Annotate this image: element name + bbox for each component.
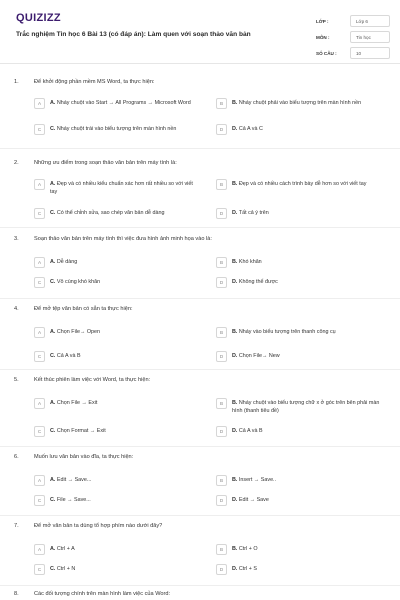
answer-option-c[interactable] (34, 564, 200, 575)
answer-option-b[interactable] (216, 398, 382, 415)
option-prefix: C. (50, 352, 56, 359)
answer-option-a[interactable] (34, 98, 200, 109)
answer-option-c[interactable] (34, 124, 200, 135)
option-letter-box: B (216, 179, 227, 190)
option-label: Khó khăn (238, 258, 262, 265)
answer-option-d[interactable] (216, 495, 382, 506)
answer-option-a[interactable] (34, 544, 200, 555)
answer-option-c[interactable] (34, 351, 200, 362)
option-label: Cả A và B (238, 427, 263, 434)
question-divider (0, 227, 400, 228)
answer-option-d[interactable] (216, 208, 382, 219)
option-label: Nháy chuột phải vào biểu tượng trên màn hình nền (238, 99, 362, 106)
question-text: Soạn thảo văn bản trên máy tính thì việc đưa hình ảnh minh họa vào là: (34, 236, 212, 242)
option-label: Có thể chỉnh sửa, sao chép văn bản dễ dàng (56, 209, 165, 216)
option-prefix: C. (50, 496, 56, 503)
question-divider (0, 585, 400, 586)
option-label: Ctrl + A (56, 545, 75, 552)
option-text (50, 475, 200, 484)
option-text (232, 398, 382, 415)
option-letter-box: B (216, 544, 227, 555)
option-text (50, 351, 200, 360)
option-text (232, 179, 382, 188)
option-prefix: A. (50, 258, 56, 265)
answer-option-d[interactable] (216, 277, 382, 288)
question-divider (0, 446, 400, 447)
answer-option-a[interactable] (34, 257, 200, 268)
answer-option-b[interactable] (216, 257, 382, 268)
option-letter-box: A (34, 98, 45, 109)
option-prefix: C. (50, 427, 56, 434)
answer-option-b[interactable] (216, 98, 382, 109)
option-label: Cả A và B (56, 352, 81, 359)
option-prefix: B. (232, 399, 238, 406)
option-prefix: C. (50, 125, 56, 132)
option-text (232, 327, 382, 336)
option-prefix: B. (232, 328, 238, 335)
option-label: Đẹp và có nhiều cách trình bày dễ hơn so với viết tay (238, 180, 367, 187)
option-label: Không thể được (238, 278, 278, 285)
option-text (232, 277, 382, 286)
option-prefix: A. (50, 328, 56, 335)
option-letter-box: D (216, 351, 227, 362)
option-text (232, 208, 382, 217)
option-prefix: B. (232, 258, 238, 265)
option-prefix: A. (50, 476, 56, 483)
question-text: Các đối tượng chính trên màn hình làm việc của Word: (34, 591, 171, 597)
option-prefix: D. (232, 125, 238, 132)
option-letter-box: A (34, 257, 45, 268)
option-text (50, 277, 200, 286)
question-text: Để mở văn bản ta dùng tổ hợp phím nào dưới đây? (34, 523, 163, 529)
answer-option-b[interactable] (216, 544, 382, 555)
answer-option-b[interactable] (216, 327, 382, 338)
option-letter-box: C (34, 208, 45, 219)
question-line (14, 79, 154, 85)
option-letter-box: A (34, 179, 45, 190)
question-text: Muốn lưu văn bản vào đĩa, ta thực hiện: (34, 454, 134, 460)
option-prefix: B. (232, 99, 238, 106)
question-number: 7. (14, 523, 19, 529)
question-divider (0, 148, 400, 149)
meta-row-subject (316, 30, 390, 44)
option-label: Ctrl + N (56, 565, 76, 572)
option-text (50, 257, 200, 266)
question-line (14, 236, 212, 242)
question-line (14, 160, 177, 166)
option-text (50, 564, 200, 573)
option-letter-box: B (216, 257, 227, 268)
option-label: Nháy chuột vào Start → All Programs → Microsoft Word (56, 99, 191, 106)
answer-option-d[interactable] (216, 564, 382, 575)
option-text (232, 544, 382, 553)
option-text (50, 426, 200, 435)
page-header (0, 0, 400, 64)
option-letter-box: C (34, 564, 45, 575)
page-title: Trắc nghiệm Tin học 6 Bài 13 (có đáp án): Làm quen với soạn thảo văn bản (16, 31, 251, 38)
option-prefix: A. (50, 99, 56, 106)
meta-label: SỐ CÂU : (316, 50, 337, 56)
option-label: Edit → Save (238, 496, 269, 503)
option-prefix: D. (232, 427, 238, 434)
option-prefix: C. (50, 565, 56, 572)
option-text (50, 327, 200, 336)
option-prefix: D. (232, 278, 238, 285)
question-number: 6. (14, 454, 19, 460)
option-text (50, 98, 200, 107)
answer-option-d[interactable] (216, 351, 382, 362)
option-label: Ctrl + O (238, 545, 258, 552)
meta-row-count (316, 46, 390, 60)
answer-option-c[interactable] (34, 495, 200, 506)
option-text (50, 495, 200, 504)
question-number: 2. (14, 160, 19, 166)
option-letter-box: B (216, 98, 227, 109)
option-letter-box: D (216, 495, 227, 506)
option-letter-box: A (34, 398, 45, 409)
option-prefix: B. (232, 476, 238, 483)
answer-option-c[interactable] (34, 426, 200, 437)
option-label: Cả A và C (238, 125, 263, 132)
option-prefix: D. (232, 496, 238, 503)
option-label: Insert → Save.. (238, 476, 277, 483)
option-prefix: A. (50, 399, 56, 406)
meta-label: LỚP : (316, 18, 329, 24)
meta-value: Tin học (350, 31, 390, 43)
option-label: Nháy chuột vào biểu tượng chữ x ở góc trên bên phải màn hình (thanh tiêu đề) (232, 399, 380, 414)
option-text (232, 124, 382, 133)
option-text (50, 398, 200, 407)
quizizz-logo: QUIZIZZ (16, 12, 61, 24)
option-prefix: A. (50, 545, 56, 552)
meta-value: Lớp 6 (350, 15, 390, 27)
question-line (14, 377, 150, 383)
option-letter-box: D (216, 564, 227, 575)
answer-option-a[interactable] (34, 475, 200, 486)
answer-option-b[interactable] (216, 179, 382, 190)
option-label: Ctrl + S (238, 565, 258, 572)
answer-option-d[interactable] (216, 124, 382, 135)
question-line (14, 591, 170, 597)
option-letter-box: D (216, 124, 227, 135)
answer-option-a[interactable] (34, 327, 200, 338)
option-label: Nháy vào biểu tượng trên thanh công cụ (238, 328, 336, 335)
question-number: 8. (14, 591, 19, 597)
option-letter-box: A (34, 544, 45, 555)
meta-row-grade (316, 14, 390, 28)
meta-value: 10 (350, 47, 390, 59)
option-text (232, 495, 382, 504)
option-letter-box: D (216, 277, 227, 288)
option-label: Edit → Save... (56, 476, 92, 483)
question-text: Những ưu điểm trong soạn thảo văn bản trên máy tính là: (34, 160, 177, 166)
option-letter-box: B (216, 327, 227, 338)
question-text: Để khởi động phần mềm MS Word, ta thực hiện: (34, 79, 155, 85)
option-label: Dễ dàng (56, 258, 78, 265)
option-letter-box: C (34, 495, 45, 506)
option-prefix: D. (232, 352, 238, 359)
quiz-meta (316, 14, 390, 62)
option-text (50, 208, 200, 217)
option-letter-box: C (34, 426, 45, 437)
option-letter-box: C (34, 277, 45, 288)
answer-option-d[interactable] (216, 426, 382, 437)
option-prefix: C. (50, 278, 56, 285)
question-text: Kết thúc phiên làm việc với Word, ta thực hiện: (34, 377, 151, 383)
question-number: 1. (14, 79, 19, 85)
option-label: Nháy chuột trái vào biểu tượng trên màn hình nền (56, 125, 177, 132)
question-line (14, 306, 133, 312)
question-number: 4. (14, 306, 19, 312)
option-letter-box: A (34, 327, 45, 338)
option-prefix: B. (232, 545, 238, 552)
question-line (14, 523, 162, 529)
question-line (14, 454, 133, 460)
question-number: 5. (14, 377, 19, 383)
question-text: Để mở tệp văn bản có sẵn ta thực hiện: (34, 306, 133, 312)
option-prefix: B. (232, 180, 238, 187)
option-text (232, 98, 382, 107)
option-letter-box: B (216, 475, 227, 486)
option-label: Tất cả ý trên (238, 209, 269, 216)
option-letter-box: D (216, 426, 227, 437)
option-prefix: A. (50, 180, 56, 187)
answer-option-b[interactable] (216, 475, 382, 486)
question-divider (0, 298, 400, 299)
option-prefix: D. (232, 209, 238, 216)
option-text (50, 179, 200, 196)
option-label: Đẹp và có nhiều kiểu chuẩn xác hơn rất nhiều so với viết tay (50, 180, 193, 195)
option-label: Chọn File → Exit (56, 399, 98, 406)
meta-label: MÔN : (316, 34, 330, 40)
option-label: Vô cùng khó khăn (56, 278, 101, 285)
option-letter-box: D (216, 208, 227, 219)
option-text (232, 475, 382, 484)
option-label: Chọn Format → Exit (56, 427, 106, 434)
answer-option-a[interactable] (34, 179, 200, 196)
question-divider (0, 369, 400, 370)
option-label: File → Save... (56, 496, 91, 503)
answer-option-c[interactable] (34, 277, 200, 288)
option-prefix: D. (232, 565, 238, 572)
option-prefix: C. (50, 209, 56, 216)
question-divider (0, 515, 400, 516)
option-letter-box: C (34, 351, 45, 362)
option-letter-box: A (34, 475, 45, 486)
option-text (50, 124, 200, 133)
option-letter-box: B (216, 398, 227, 409)
question-number: 3. (14, 236, 19, 242)
option-text (232, 426, 382, 435)
answer-option-a[interactable] (34, 398, 200, 409)
option-text (232, 257, 382, 266)
option-text (232, 564, 382, 573)
option-text (50, 544, 200, 553)
option-text (232, 351, 382, 360)
option-letter-box: C (34, 124, 45, 135)
option-label: Chọn File→ Open (56, 328, 101, 335)
option-label: Chọn File→ New (238, 352, 280, 359)
answer-option-c[interactable] (34, 208, 200, 219)
